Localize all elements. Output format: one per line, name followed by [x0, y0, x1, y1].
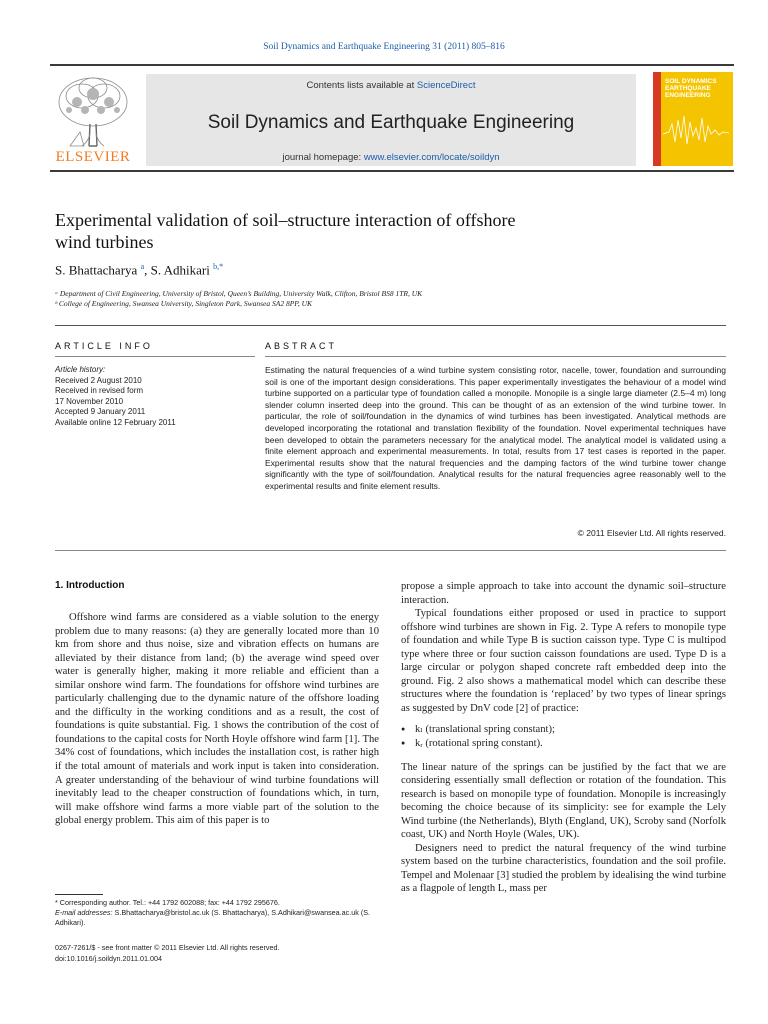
body-paragraph: propose a simple approach to take into account the dynamic soil–structure interaction. [401, 581, 726, 606]
article-title-line1: Experimental validation of soil–structure interaction of offshore [55, 210, 516, 230]
divider [55, 356, 255, 357]
author-affiliation-marker[interactable]: b,* [213, 262, 224, 271]
journal-masthead [50, 64, 734, 172]
publisher-logo-text: ELSEVIER [55, 149, 131, 165]
spring-constant-list [401, 723, 726, 750]
author-name[interactable]: S. Adhikari [150, 262, 210, 278]
history-item: Available online 12 February 2011 [55, 417, 176, 427]
history-label: Article history: [55, 365, 106, 374]
author-name[interactable]: S. Bhattacharya [55, 262, 138, 278]
history-item: Received in revised form [55, 386, 144, 395]
list-item: ● kᵣ (rotational spring constant). [401, 737, 726, 751]
footnote-divider [55, 894, 103, 895]
elsevier-tree-icon [52, 72, 134, 150]
email-note [55, 908, 379, 928]
issn-line: 0267-7261/$ - see front matter © 2011 Elsevier Ltd. All rights reserved. [55, 943, 280, 952]
elsevier-logo[interactable] [52, 72, 134, 168]
abstract-text: Estimating the natural frequencies of a wind turbine system consisting rotor, nacelle, tower, foundation and surrounding soil is one of the important design considerations. This paper experimentally investigates the behaviour of a model wind turbine supported on a particular type of foundation called a monopile. Monopile is a single large diameter (2.5–4 m) long slender column inserted deep into the ground. This can be thought of as an extension of the wind turbine tower. In particular, the role of soil/foundation in the dynamics of wind turbines has been investigated. Analytical methods are developed incorporating the rotational and translation flexibility of the foundation. Novel experimental techniques have been developed to obtain the parameters necessary for the analytical model. The analytical model is validated using a finite element approach and experimental measurements. In total, results from 17 test cases is reported in the paper. Experimental results show that the natural frequencies and the damping factors of the wind turbine tower change significantly with the type of soil/foundation. Analytical results for the natural frequencies agree reasonably well to the experimental results and finite element results. [265, 365, 726, 491]
contents-prefix: Contents lists available at [306, 80, 417, 91]
footnotes [55, 898, 379, 928]
body-paragraph: Designers need to predict the natural frequency of the wind turbine system based on the turbine characteristics, foundation and the soil profile. Tempel and Molenaar [3] studied the problem by idealising the wind turbine as a flagpole of length L, mass per [401, 842, 726, 895]
history-item: Accepted 9 January 2011 [55, 407, 146, 416]
journal-reference[interactable]: Soil Dynamics and Earthquake Engineering 31 (2011) 805–816 [263, 42, 505, 52]
section-heading-introduction: 1. Introduction [55, 580, 125, 591]
body-right-column [401, 580, 726, 896]
article-history [55, 365, 255, 428]
cover-title: SOIL DYNAMICS EARTHQUAKE ENGINEERING [665, 78, 717, 99]
cover-seismogram-icon [653, 72, 733, 166]
journal-cover-thumbnail[interactable] [653, 72, 733, 166]
journal-homepage [146, 152, 636, 163]
author-list [55, 262, 223, 278]
sciencedirect-link[interactable]: ScienceDirect [416, 80, 476, 91]
corresponding-author-note: * Corresponding author. Tel.: +44 1792 602088; fax: +44 1792 295676. [55, 898, 280, 907]
email-label: E-mail addresses: [55, 908, 115, 917]
author-affiliation-marker[interactable]: a [140, 262, 145, 271]
article-title-line2: wind turbines [55, 232, 154, 252]
doi-line[interactable]: doi:10.1016/j.soildyn.2011.01.004 [55, 954, 162, 963]
homepage-prefix: journal homepage: [282, 152, 364, 163]
affiliation-a: ᵃ Department of Civil Engineering, University of Bristol, Queen’s Building, University Walk, Clifton, Bristol BS8 1TR, UK [55, 289, 423, 298]
divider [265, 356, 726, 357]
contents-availability [146, 80, 636, 91]
affiliation-b: ᵇ College of Engineering, Swansea University, Singleton Park, Swansea SA2 8PP, UK [55, 299, 313, 308]
article-title [55, 209, 675, 253]
divider [55, 325, 726, 326]
homepage-link[interactable]: www.elsevier.com/locate/soildyn [363, 152, 500, 163]
body-left-column [55, 580, 379, 828]
history-item: 17 November 2010 [55, 396, 124, 406]
divider [55, 550, 726, 551]
issn-doi-block [55, 942, 379, 964]
journal-title: Soil Dynamics and Earthquake Engineering [207, 112, 575, 133]
body-paragraph: Offshore wind farms are considered as a viable solution to the energy problem due to many reasons: (a) they are generally located more than 10 km from shore and thus noise, size and vibration effects on humans are alleviated by their distance from land; (b) the average wind speed over water is generally higher, making it more reliable and efficient than a similar onshore wind farm. The foundations for offshore wind turbines are particularly challenging due to the dynamic nature of the offshore loading and the difficulty in the working conditions and as a result, the cost of foundations is quite substantial. Fig. 1 shows the contribution of the cost of foundations to the capital costs for North Hoyle offshore wind farm [1]. The 34% cost of foundations, which includes the installation cost, is rather high if the total amount of materials and work input is taken into consideration. A greater understanding of the behaviour of wind turbine foundations will inevitably lead to the cheaper construction of foundations which, in turn, will make offshore wind farms a more viable part of the solution to the global energy problem. This aim of this paper is to [55, 612, 379, 827]
history-item: Received 2 August 2010 [55, 375, 142, 385]
body-paragraph: The linear nature of the springs can be justified by the fact that we are considering essentially small deflection or rotation of the foundation. This research is based on monopile type of foundation. Monopile is increasingly becoming the choice because of its simplicity: see for example the Lely Wind turbine (the Netherlands), Blyth (England, UK), Scroby sand (Norfolk coast, UK) and North Hoyle (Wales, UK). [401, 761, 726, 841]
article-info-heading: ARTICLE INFO [55, 341, 153, 351]
author-separator: , [144, 262, 151, 278]
journal-banner [146, 74, 636, 166]
abstract-heading: ABSTRACT [265, 341, 338, 351]
abstract-copyright: © 2011 Elsevier Ltd. All rights reserved. [577, 528, 726, 538]
list-item: ● kₗ (translational spring constant); [401, 723, 726, 737]
body-paragraph: Typical foundations either proposed or used in practice to support offshore wind turbines are shown in Fig. 2. Type A refers to monopile type of foundation and while Type B is suction caisson type. Type C is multipod type where three or four suction caisson foundations are used. Type D is a large circular or polygon shaped concrete raft embedded deep into the ground. Fig. 2 also shows a mathematical model which can describe these structures where the foundation is ‘replaced’ by two types of linear springs as suggested by DnV code [2] of practice: [401, 608, 726, 714]
email-addresses[interactable]: S.Bhattacharya@bristol.ac.uk (S. Bhattacharya), S.Adhikari@swansea.ac.uk (S. Adhikari). [55, 908, 371, 927]
